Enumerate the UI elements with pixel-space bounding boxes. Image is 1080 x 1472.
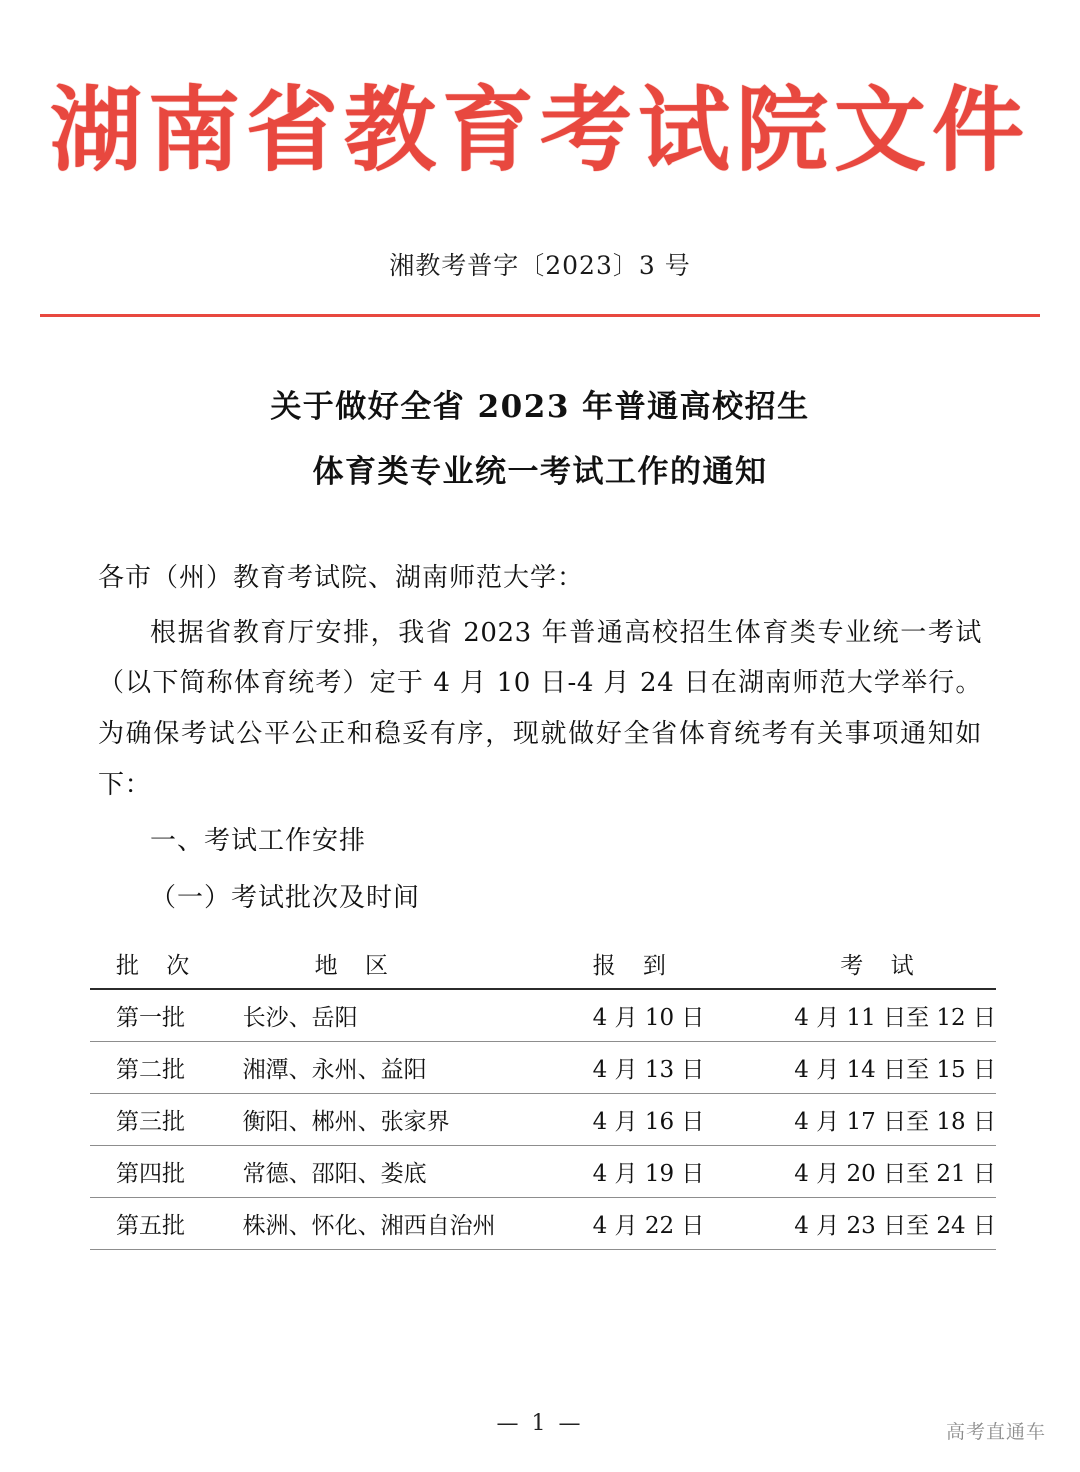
table-row — [90, 989, 996, 1042]
column-header-exam: 考 试 — [794, 938, 996, 989]
table-row — [90, 1093, 996, 1145]
page-title-line-1: 关于做好全省 2023 年普通高校招生 — [270, 388, 810, 425]
table-header — [90, 938, 996, 989]
cell-area: 长沙、岳阳 — [243, 989, 593, 1042]
cell-exam: 4 月 20 日至 21 日 — [794, 1145, 996, 1197]
cell-batch: 第一批 — [90, 989, 243, 1042]
table-row — [90, 1145, 996, 1197]
cell-exam: 4 月 23 日至 24 日 — [794, 1197, 996, 1249]
section-heading-1: 一、考试工作安排 — [150, 826, 367, 857]
page-title-line-2: 体育类专业统一考试工作的通知 — [312, 453, 768, 490]
cell-area: 株洲、怀化、湘西自治州 — [243, 1197, 593, 1249]
table-header-row — [90, 938, 996, 989]
subsection-heading-1: （一）考试批次及时间 — [150, 883, 421, 914]
addressee-line: 各市（州）教育考试院、湖南师范大学： — [98, 562, 585, 593]
document-number: 湘教考普字〔2023〕3 号 — [389, 250, 691, 280]
cell-area: 湘潭、永州、益阳 — [243, 1041, 593, 1093]
column-header-report: 报 到 — [593, 938, 795, 989]
cell-batch: 第五批 — [90, 1197, 243, 1249]
cell-report: 4 月 13 日 — [593, 1041, 795, 1093]
document-body — [40, 553, 1040, 924]
cell-exam: 4 月 17 日至 18 日 — [794, 1093, 996, 1145]
document-page — [0, 78, 1080, 1472]
cell-batch: 第三批 — [90, 1093, 243, 1145]
masthead — [40, 78, 1040, 184]
cell-report: 4 月 22 日 — [593, 1197, 795, 1249]
cell-batch: 第四批 — [90, 1145, 243, 1197]
cell-exam: 4 月 14 日至 15 日 — [794, 1041, 996, 1093]
page-title — [40, 375, 1040, 505]
body-paragraph-1: 根据省教育厅安排，我省 2023 年普通高校招生体育类专业统一考试（以下简称体育统考）定于 4 月 10 日-4 月 24 日在湖南师范大学举行。为确保考试公平公正和稳妥有序，现就做好全省体育统考有关事项通知如下： — [98, 617, 982, 800]
table-row — [90, 1041, 996, 1093]
table-row — [90, 1197, 996, 1249]
column-header-batch: 批 次 — [90, 938, 243, 989]
cell-area: 常德、邵阳、娄底 — [243, 1145, 593, 1197]
exam-schedule-table — [90, 938, 996, 1250]
cell-report: 4 月 10 日 — [593, 989, 795, 1042]
watermark-label: 高考直通车 — [945, 1421, 1046, 1443]
cell-report: 4 月 16 日 — [593, 1093, 795, 1145]
red-divider-rule — [40, 314, 1040, 317]
column-header-area: 地 区 — [243, 938, 593, 989]
table-body — [90, 989, 996, 1250]
cell-batch: 第二批 — [90, 1041, 243, 1093]
schedule-table-wrapper — [40, 938, 1040, 1250]
cell-report: 4 月 19 日 — [593, 1145, 795, 1197]
page-number: — 1 — — [496, 1411, 584, 1436]
cell-area: 衡阳、郴州、张家界 — [243, 1093, 593, 1145]
masthead-title: 湖南省教育考试院文件 — [49, 76, 1030, 184]
cell-exam: 4 月 11 日至 12 日 — [794, 989, 996, 1042]
